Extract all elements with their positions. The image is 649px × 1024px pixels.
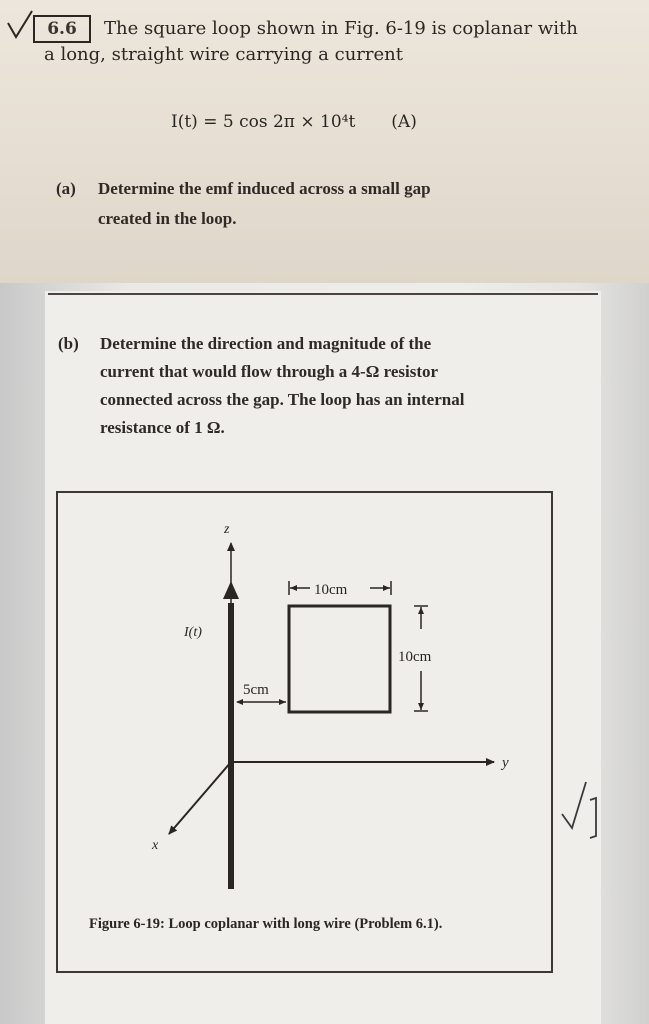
part-b-label: (b) bbox=[58, 334, 79, 353]
y-axis-label: y bbox=[502, 755, 509, 771]
gap-label: 5cm bbox=[243, 682, 269, 698]
x-axis bbox=[169, 762, 231, 834]
part-a-label: (a) bbox=[56, 179, 76, 198]
part-b bbox=[58, 330, 558, 442]
figure-caption: Figure 6-19: Loop coplanar with long wire (Problem 6.1). bbox=[89, 916, 443, 932]
equation-unit: (A) bbox=[391, 112, 417, 132]
figure-diagram bbox=[56, 491, 553, 973]
problem-intro bbox=[44, 16, 624, 68]
intro-line-1: The square loop shown in Fig. 6-19 is coplanar with bbox=[104, 18, 578, 39]
current-equation bbox=[171, 112, 511, 132]
part-a-line-2: created in the loop. bbox=[98, 209, 237, 228]
intro-line-2: a long, straight wire carrying a current bbox=[44, 44, 403, 65]
z-axis-label: z bbox=[224, 522, 230, 537]
part-b-line-2: current that would flow through a 4-Ω resistor bbox=[100, 362, 439, 381]
square-loop bbox=[289, 606, 390, 712]
checkmark-icon bbox=[6, 9, 34, 39]
checkmark-icon bbox=[560, 776, 610, 844]
wire-arrow-head bbox=[223, 581, 239, 599]
x-axis-label: x bbox=[152, 838, 159, 853]
part-a bbox=[56, 174, 626, 234]
part-b-line-3: connected across the gap. The loop has an internal bbox=[100, 390, 465, 409]
part-b-line-4: resistance of 1 Ω. bbox=[100, 418, 225, 437]
problem-number: 6.6 bbox=[33, 15, 91, 43]
width-label: 10cm bbox=[314, 582, 348, 598]
part-b-line-1: Determine the direction and magnitude of the bbox=[100, 334, 432, 353]
page-rule bbox=[48, 293, 598, 295]
current-label: I(t) bbox=[184, 625, 202, 640]
equation-expression: I(t) = 5 cos 2π × 10⁴t bbox=[171, 112, 356, 132]
part-a-line-1: Determine the emf induced across a small gap bbox=[98, 179, 431, 198]
height-label: 10cm bbox=[398, 649, 432, 665]
